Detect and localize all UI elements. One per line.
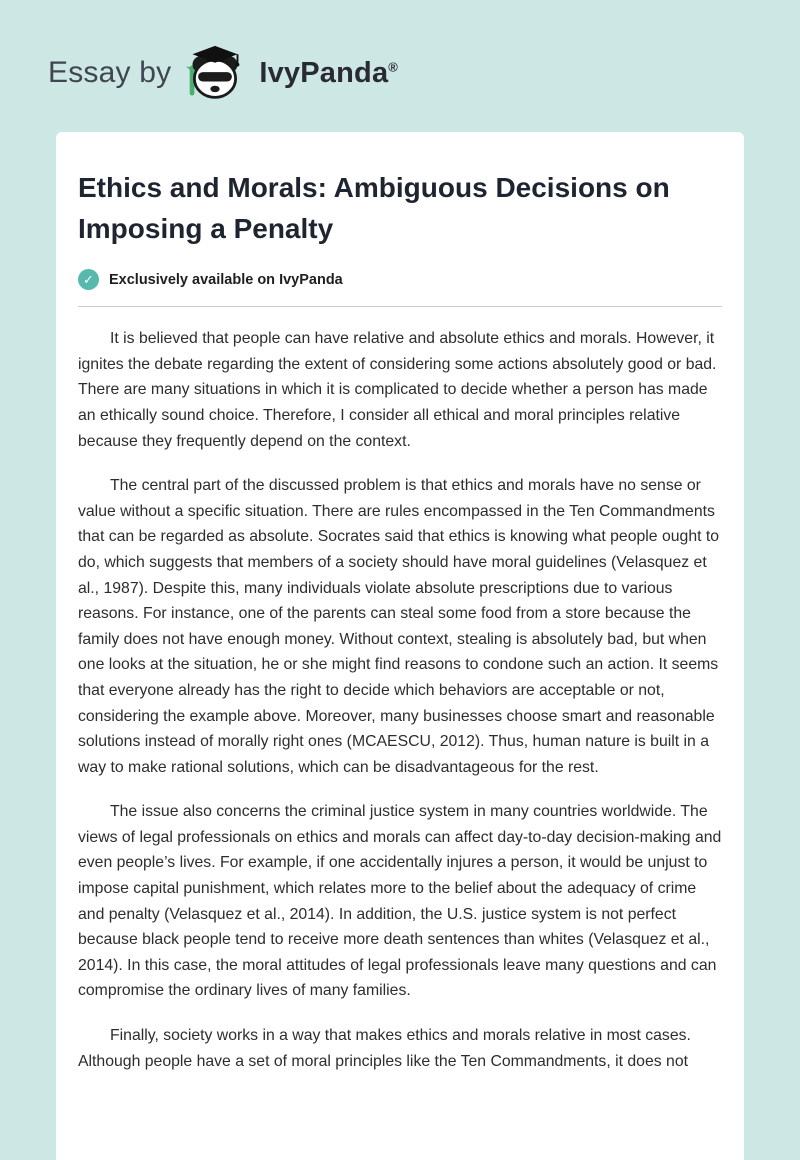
- essay-paragraph: The issue also concerns the criminal justice system in many countries worldwide. The views of legal professionals on ethics and morals can affect day-to-day decision-making and even people’s lives. For example, if one accidentally injures a person, it would be unjust to impose capital punishment, which relates more to the belief about the adequacy of crime and penalty (Velasquez et al., 2014). In addition, the U.S. justice system is not perfect because black people tend to receive more death sentences than whites (Velasquez et al., 2014). In this case, the moral attitudes of legal professionals leave many questions and can compromise the ordinary lives of many families.: [78, 803, 722, 1000]
- page-title: Ethics and Morals: Ambiguous Decisions on Imposing a Penalty: [78, 172, 670, 244]
- panda-graduate-icon: [185, 43, 245, 103]
- availability-badge: [78, 269, 722, 290]
- check-icon: ✓: [78, 269, 99, 290]
- essay-body: [78, 326, 722, 1074]
- page-header: [0, 0, 800, 110]
- brand-text: IvyPanda: [259, 56, 389, 89]
- registered-mark: ®: [388, 58, 399, 74]
- availability-label: Exclusively available on IvyPanda: [109, 271, 343, 288]
- essay-by-label: Essay by: [48, 56, 172, 89]
- brand-name: [259, 57, 398, 90]
- divider: [78, 306, 722, 307]
- essay-paragraph: It is believed that people can have relative and absolute ethics and morals. However, it ignites the debate regarding the extent of considering some actions absolutely good or bad. There are many situations in which it is complicated to decide whether a person has made an ethically sound choice. Therefore, I consider all ethical and moral principles relative because they frequently depend on the context.: [78, 330, 717, 450]
- essay-paragraph: Finally, society works in a way that makes ethics and morals relative in most cases. Although people have a set of moral principles like the Ten Commandments, it does not: [78, 1027, 691, 1070]
- essay-card: [56, 132, 744, 1160]
- essay-paragraph: The central part of the discussed problem is that ethics and morals have no sense or value without a specific situation. There are rules encompassed in the Ten Commandments that can be regarded as absolute. Socrates said that ethics is knowing what people ought to do, which suggests that members of a society should have moral guidelines (Velasquez et al., 1987). Despite this, many individuals violate absolute prescriptions due to various reasons. For instance, one of the parents can steal some food from a store because the family does not have enough money. Without context, stealing is absolutely bad, but when one looks at the situation, he or she might find reasons to condone such an action. It seems that everyone already has the right to decide which behaviors are acceptable or not, considering the example above. Moreover, many businesses choose smart and reasonable solutions instead of morally right ones (MCAESCU, 2012). Thus, human nature is built in a way to make rational solutions, which can be disadvantageous for the rest.: [78, 477, 720, 776]
